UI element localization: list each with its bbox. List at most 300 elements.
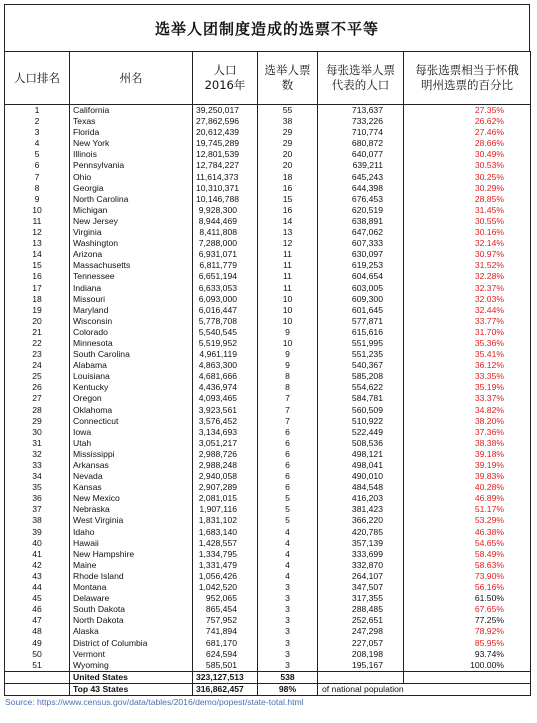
state-cell: Nebraska: [70, 504, 193, 515]
state-cell: North Dakota: [70, 615, 193, 626]
votes-cell: 14: [258, 216, 318, 227]
header-population: 人口 2016年: [193, 52, 258, 105]
state-cell: New Jersey: [70, 216, 193, 227]
population-cell: 8,411,808: [193, 227, 258, 238]
percent-cell: 34.82%: [404, 405, 531, 416]
population-cell: 10,146,788: [193, 194, 258, 205]
votes-cell: 10: [258, 305, 318, 316]
percent-cell: 100.00%: [404, 660, 531, 672]
population-cell: 3,923,561: [193, 405, 258, 416]
table-row: [5, 615, 531, 626]
population-cell: 5,778,708: [193, 316, 258, 327]
top43-label: Top 43 States: [70, 683, 193, 695]
per-vote-cell: 366,220: [318, 515, 404, 526]
rank-cell: 45: [5, 593, 70, 604]
table-row: [5, 405, 531, 416]
votes-cell: 3: [258, 660, 318, 672]
votes-cell: 5: [258, 504, 318, 515]
per-vote-cell: 381,423: [318, 504, 404, 515]
table-row: [5, 160, 531, 171]
votes-cell: 16: [258, 183, 318, 194]
votes-cell: 18: [258, 172, 318, 183]
votes-cell: 4: [258, 549, 318, 560]
votes-cell: 12: [258, 238, 318, 249]
percent-cell: 32.44%: [404, 305, 531, 316]
totals-us-votes: 538: [258, 671, 318, 683]
percent-cell: 39.18%: [404, 449, 531, 460]
table-row: [5, 260, 531, 271]
percent-cell: 30.16%: [404, 227, 531, 238]
population-cell: 1,042,520: [193, 582, 258, 593]
totals-us-label: United States: [70, 671, 193, 683]
state-cell: Connecticut: [70, 416, 193, 427]
population-cell: 39,250,017: [193, 105, 258, 117]
state-cell: Ohio: [70, 172, 193, 183]
percent-cell: 46.38%: [404, 527, 531, 538]
table-row: [5, 515, 531, 526]
state-cell: New Mexico: [70, 493, 193, 504]
rank-cell: 36: [5, 493, 70, 504]
per-vote-cell: 332,870: [318, 560, 404, 571]
rank-cell: 28: [5, 405, 70, 416]
per-vote-cell: 577,871: [318, 316, 404, 327]
votes-cell: 16: [258, 205, 318, 216]
percent-cell: 51.17%: [404, 504, 531, 515]
percent-cell: 31.70%: [404, 327, 531, 338]
per-vote-cell: 498,121: [318, 449, 404, 460]
rank-cell: 16: [5, 271, 70, 282]
votes-cell: 3: [258, 615, 318, 626]
rank-cell: 13: [5, 238, 70, 249]
source-link[interactable]: Source: https://www.census.gov/data/tables/2016/demo/popest/state-total.html: [5, 696, 304, 707]
per-vote-cell: 540,367: [318, 360, 404, 371]
percent-cell: 27.46%: [404, 127, 531, 138]
rank-cell: 27: [5, 393, 70, 404]
percent-cell: 28.85%: [404, 194, 531, 205]
table-row: [5, 471, 531, 482]
population-cell: 865,454: [193, 604, 258, 615]
per-vote-cell: 357,139: [318, 538, 404, 549]
percent-cell: 32.37%: [404, 283, 531, 294]
per-vote-cell: 603,005: [318, 283, 404, 294]
population-cell: 4,681,666: [193, 371, 258, 382]
rank-cell: 29: [5, 416, 70, 427]
rank-cell: 26: [5, 382, 70, 393]
votes-cell: 38: [258, 116, 318, 127]
percent-cell: 58.63%: [404, 560, 531, 571]
population-cell: 5,519,952: [193, 338, 258, 349]
per-vote-cell: 644,398: [318, 183, 404, 194]
rank-cell: 11: [5, 216, 70, 227]
totals-percent-cell: [404, 671, 531, 683]
per-vote-cell: 560,509: [318, 405, 404, 416]
per-vote-cell: 252,651: [318, 615, 404, 626]
rank-cell: 41: [5, 549, 70, 560]
state-cell: Missouri: [70, 294, 193, 305]
votes-cell: 4: [258, 571, 318, 582]
rank-cell: 44: [5, 582, 70, 593]
table-row: [5, 283, 531, 294]
votes-cell: 15: [258, 194, 318, 205]
percent-cell: 39.19%: [404, 460, 531, 471]
table-row: [5, 438, 531, 449]
per-vote-cell: 639,211: [318, 160, 404, 171]
state-cell: Vermont: [70, 649, 193, 660]
percent-cell: 56.16%: [404, 582, 531, 593]
votes-cell: 20: [258, 160, 318, 171]
per-vote-cell: 604,654: [318, 271, 404, 282]
votes-cell: 6: [258, 460, 318, 471]
votes-cell: 5: [258, 515, 318, 526]
rank-cell: 35: [5, 482, 70, 493]
top43-population: 316,862,457: [193, 683, 258, 695]
population-cell: 952,065: [193, 593, 258, 604]
table-row: [5, 249, 531, 260]
population-cell: 6,811,779: [193, 260, 258, 271]
population-cell: 4,093,465: [193, 393, 258, 404]
rank-cell: 31: [5, 438, 70, 449]
votes-cell: 9: [258, 327, 318, 338]
table-row: [5, 527, 531, 538]
table-row: [5, 560, 531, 571]
population-cell: 19,745,289: [193, 138, 258, 149]
votes-cell: 6: [258, 449, 318, 460]
table-row: [5, 238, 531, 249]
votes-cell: 10: [258, 338, 318, 349]
state-cell: Maryland: [70, 305, 193, 316]
per-vote-cell: 508,536: [318, 438, 404, 449]
table-row: [5, 327, 531, 338]
table-row: [5, 382, 531, 393]
state-cell: North Carolina: [70, 194, 193, 205]
table-row: [5, 271, 531, 282]
percent-cell: 53.29%: [404, 515, 531, 526]
table-row: [5, 638, 531, 649]
votes-cell: 6: [258, 482, 318, 493]
rank-cell: 18: [5, 294, 70, 305]
totals-per-vote-cell: [318, 671, 404, 683]
votes-cell: 20: [258, 149, 318, 160]
population-cell: 757,952: [193, 615, 258, 626]
table-row: [5, 127, 531, 138]
population-cell: 3,134,693: [193, 427, 258, 438]
per-vote-cell: 607,333: [318, 238, 404, 249]
population-cell: 7,288,000: [193, 238, 258, 249]
header-rank: 人口排名: [5, 52, 70, 105]
table-row: [5, 393, 531, 404]
state-cell: Mississippi: [70, 449, 193, 460]
percent-cell: 46.89%: [404, 493, 531, 504]
percent-cell: 61.50%: [404, 593, 531, 604]
percent-cell: 27.35%: [404, 105, 531, 117]
table-row: [5, 227, 531, 238]
per-vote-cell: 585,208: [318, 371, 404, 382]
percent-cell: 33.37%: [404, 393, 531, 404]
votes-cell: 11: [258, 271, 318, 282]
percent-cell: 54.65%: [404, 538, 531, 549]
table-row: [5, 571, 531, 582]
population-cell: 1,683,140: [193, 527, 258, 538]
votes-cell: 29: [258, 138, 318, 149]
data-sheet: [4, 4, 530, 707]
votes-cell: 4: [258, 538, 318, 549]
rank-cell: 50: [5, 649, 70, 660]
rank-cell: 21: [5, 327, 70, 338]
table-row: [5, 482, 531, 493]
population-cell: 1,331,479: [193, 560, 258, 571]
percent-cell: 32.28%: [404, 271, 531, 282]
percent-cell: 38.20%: [404, 416, 531, 427]
population-cell: 4,863,300: [193, 360, 258, 371]
table-row: [5, 305, 531, 316]
per-vote-cell: 713,637: [318, 105, 404, 117]
per-vote-cell: 347,507: [318, 582, 404, 593]
table-row: [5, 416, 531, 427]
percent-cell: 58.49%: [404, 549, 531, 560]
state-cell: Delaware: [70, 593, 193, 604]
population-cell: 1,334,795: [193, 549, 258, 560]
population-cell: 2,988,248: [193, 460, 258, 471]
state-cell: Arkansas: [70, 460, 193, 471]
percent-cell: 30.49%: [404, 149, 531, 160]
rank-cell: 39: [5, 527, 70, 538]
votes-cell: 3: [258, 582, 318, 593]
percent-cell: 33.77%: [404, 316, 531, 327]
header-votes: 选举人票 数: [258, 52, 318, 105]
state-cell: California: [70, 105, 193, 117]
per-vote-cell: 484,548: [318, 482, 404, 493]
per-vote-cell: 609,300: [318, 294, 404, 305]
votes-cell: 7: [258, 416, 318, 427]
per-vote-cell: 647,062: [318, 227, 404, 238]
table-row: [5, 149, 531, 160]
rank-cell: 4: [5, 138, 70, 149]
state-cell: Kentucky: [70, 382, 193, 393]
state-cell: Illinois: [70, 149, 193, 160]
population-cell: 624,594: [193, 649, 258, 660]
table-row: [5, 371, 531, 382]
per-vote-cell: 522,449: [318, 427, 404, 438]
population-cell: 12,801,539: [193, 149, 258, 160]
percent-cell: 39.83%: [404, 471, 531, 482]
population-cell: 1,428,557: [193, 538, 258, 549]
state-cell: Arizona: [70, 249, 193, 260]
state-cell: Texas: [70, 116, 193, 127]
votes-cell: 3: [258, 626, 318, 637]
per-vote-cell: 733,226: [318, 116, 404, 127]
population-cell: 6,093,000: [193, 294, 258, 305]
rank-cell: 15: [5, 260, 70, 271]
rank-cell: 24: [5, 360, 70, 371]
table-row: [5, 549, 531, 560]
population-cell: 9,928,300: [193, 205, 258, 216]
per-vote-cell: 676,453: [318, 194, 404, 205]
votes-cell: 8: [258, 382, 318, 393]
table-row: [5, 316, 531, 327]
rank-cell: 7: [5, 172, 70, 183]
rank-cell: 6: [5, 160, 70, 171]
electoral-table: [4, 51, 531, 696]
state-cell: South Dakota: [70, 604, 193, 615]
rank-cell: 40: [5, 538, 70, 549]
rank-cell: 34: [5, 471, 70, 482]
per-vote-cell: 554,622: [318, 382, 404, 393]
per-vote-cell: 584,781: [318, 393, 404, 404]
rank-cell: 12: [5, 227, 70, 238]
percent-cell: 78.92%: [404, 626, 531, 637]
table-row: [5, 360, 531, 371]
state-cell: New York: [70, 138, 193, 149]
population-cell: 6,931,071: [193, 249, 258, 260]
per-vote-cell: 288,485: [318, 604, 404, 615]
population-cell: 10,310,371: [193, 183, 258, 194]
per-vote-cell: 498,041: [318, 460, 404, 471]
state-cell: Virginia: [70, 227, 193, 238]
percent-cell: 37.36%: [404, 427, 531, 438]
per-vote-cell: 680,872: [318, 138, 404, 149]
header-row: [5, 52, 531, 105]
table-row: [5, 172, 531, 183]
population-cell: 8,944,469: [193, 216, 258, 227]
table-row: [5, 660, 531, 672]
rank-cell: 42: [5, 560, 70, 571]
state-cell: Wisconsin: [70, 316, 193, 327]
rank-cell: 48: [5, 626, 70, 637]
table-row: [5, 216, 531, 227]
votes-cell: 9: [258, 360, 318, 371]
state-cell: Rhode Island: [70, 571, 193, 582]
population-cell: 1,907,116: [193, 504, 258, 515]
state-cell: Maine: [70, 560, 193, 571]
rank-cell: 14: [5, 249, 70, 260]
state-cell: Utah: [70, 438, 193, 449]
percent-cell: 26.62%: [404, 116, 531, 127]
votes-cell: 9: [258, 349, 318, 360]
per-vote-cell: 490,010: [318, 471, 404, 482]
percent-cell: 28.66%: [404, 138, 531, 149]
votes-cell: 8: [258, 371, 318, 382]
state-cell: Colorado: [70, 327, 193, 338]
table-row: [5, 538, 531, 549]
population-cell: 2,940,058: [193, 471, 258, 482]
top43-rank-cell: [5, 683, 70, 695]
percent-cell: 85.95%: [404, 638, 531, 649]
state-cell: Louisiana: [70, 371, 193, 382]
state-cell: Florida: [70, 127, 193, 138]
rank-cell: 1: [5, 105, 70, 117]
population-cell: 1,831,102: [193, 515, 258, 526]
rank-cell: 30: [5, 427, 70, 438]
votes-cell: 11: [258, 283, 318, 294]
totals-row-top43: [5, 683, 531, 695]
table-row: [5, 105, 531, 117]
state-cell: Montana: [70, 582, 193, 593]
percent-cell: 35.19%: [404, 382, 531, 393]
rank-cell: 43: [5, 571, 70, 582]
per-vote-cell: 638,891: [318, 216, 404, 227]
state-cell: Oklahoma: [70, 405, 193, 416]
percent-cell: 36.12%: [404, 360, 531, 371]
per-vote-cell: 416,203: [318, 493, 404, 504]
table-row: [5, 427, 531, 438]
table-row: [5, 460, 531, 471]
per-vote-cell: 195,167: [318, 660, 404, 672]
percent-cell: 32.03%: [404, 294, 531, 305]
percent-cell: 73.90%: [404, 571, 531, 582]
votes-cell: 7: [258, 393, 318, 404]
state-cell: Tennessee: [70, 271, 193, 282]
table-row: [5, 194, 531, 205]
state-cell: District of Columbia: [70, 638, 193, 649]
votes-cell: 11: [258, 260, 318, 271]
population-cell: 1,056,426: [193, 571, 258, 582]
population-cell: 5,540,545: [193, 327, 258, 338]
votes-cell: 6: [258, 438, 318, 449]
population-cell: 27,862,596: [193, 116, 258, 127]
votes-cell: 5: [258, 493, 318, 504]
population-cell: 6,016,447: [193, 305, 258, 316]
totals-us-population: 323,127,513: [193, 671, 258, 683]
per-vote-cell: 630,097: [318, 249, 404, 260]
state-cell: Georgia: [70, 183, 193, 194]
percent-cell: 93.74%: [404, 649, 531, 660]
per-vote-cell: 264,107: [318, 571, 404, 582]
table-row: [5, 205, 531, 216]
table-row: [5, 183, 531, 194]
per-vote-cell: 420,785: [318, 527, 404, 538]
population-cell: 4,961,119: [193, 349, 258, 360]
percent-cell: 38.38%: [404, 438, 531, 449]
votes-cell: 55: [258, 105, 318, 117]
table-row: [5, 294, 531, 305]
totals-row-us: [5, 671, 531, 683]
state-cell: Indiana: [70, 283, 193, 294]
header-per-vote: 每张选举人票 代表的人口: [318, 52, 404, 105]
state-cell: Minnesota: [70, 338, 193, 349]
rank-cell: 10: [5, 205, 70, 216]
percent-cell: 77.25%: [404, 615, 531, 626]
table-row: [5, 449, 531, 460]
percent-cell: 35.36%: [404, 338, 531, 349]
state-cell: Massachusetts: [70, 260, 193, 271]
votes-cell: 11: [258, 249, 318, 260]
rank-cell: 25: [5, 371, 70, 382]
votes-cell: 7: [258, 405, 318, 416]
state-cell: Alabama: [70, 360, 193, 371]
percent-cell: 30.25%: [404, 172, 531, 183]
percent-cell: 32.14%: [404, 238, 531, 249]
votes-cell: 3: [258, 649, 318, 660]
population-cell: 6,651,194: [193, 271, 258, 282]
header-percent: 每张选票相当于怀俄 明州选票的百分比: [404, 52, 531, 105]
percent-cell: 40.28%: [404, 482, 531, 493]
votes-cell: 10: [258, 294, 318, 305]
per-vote-cell: 615,616: [318, 327, 404, 338]
top43-percent: 98%: [258, 683, 318, 695]
per-vote-cell: 620,519: [318, 205, 404, 216]
table-row: [5, 604, 531, 615]
votes-cell: 6: [258, 471, 318, 482]
rank-cell: 2: [5, 116, 70, 127]
table-row: [5, 649, 531, 660]
table-row: [5, 349, 531, 360]
percent-cell: 30.29%: [404, 183, 531, 194]
rank-cell: 47: [5, 615, 70, 626]
state-cell: Washington: [70, 238, 193, 249]
rank-cell: 33: [5, 460, 70, 471]
population-cell: 585,501: [193, 660, 258, 672]
rank-cell: 49: [5, 638, 70, 649]
